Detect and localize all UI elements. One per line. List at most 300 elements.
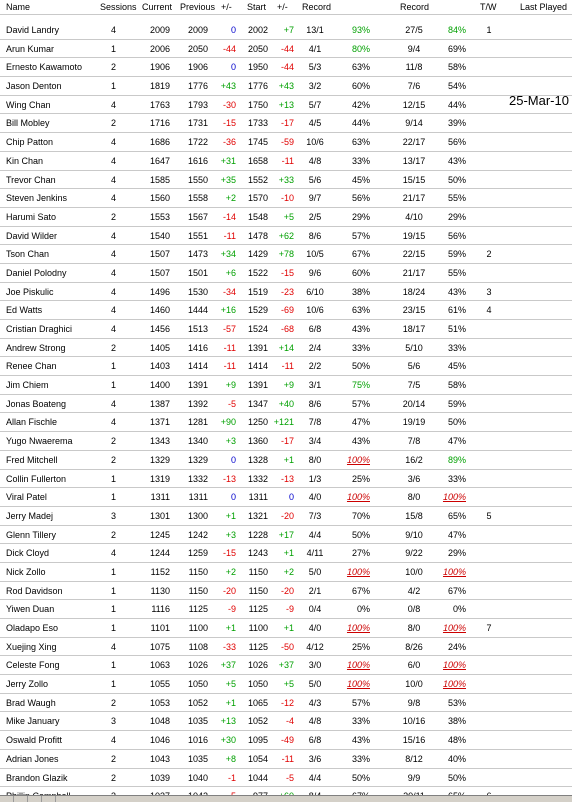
previous-rating-cell[interactable]: 1391	[187, 380, 208, 391]
record-cell[interactable]: 4/3	[308, 697, 322, 708]
rating-change-cell[interactable]: 0	[230, 454, 236, 465]
table-row[interactable]	[0, 413, 572, 432]
win-pct-cell[interactable]: 63%	[351, 137, 370, 148]
sessions-cell[interactable]: 2	[110, 454, 116, 465]
win-pct-cell[interactable]: 60%	[351, 267, 370, 278]
table-row[interactable]	[0, 638, 572, 657]
player-name-cell[interactable]: Jason Denton	[6, 81, 62, 92]
player-name-cell[interactable]: Jerry Zollo	[6, 679, 49, 690]
rating-change-cell[interactable]: -9	[227, 604, 236, 615]
change-since-start-cell[interactable]: -50	[280, 641, 294, 652]
table-row[interactable]	[0, 152, 572, 171]
record-cell[interactable]: 4/4	[308, 529, 322, 540]
table-row[interactable]	[0, 189, 572, 208]
win-pct-cell[interactable]: 33%	[351, 155, 370, 166]
header-record-overall[interactable]: Record	[400, 2, 430, 12]
overall-win-pct-cell[interactable]: 33%	[447, 342, 466, 353]
record-cell[interactable]: 9/6	[308, 267, 322, 278]
sessions-cell[interactable]: 2	[110, 118, 116, 129]
table-row[interactable]	[0, 77, 572, 96]
table-row[interactable]	[0, 432, 572, 451]
current-rating-cell[interactable]: 2006	[149, 43, 170, 54]
win-pct-cell[interactable]: 27%	[351, 548, 370, 559]
overall-record-cell[interactable]: 3/6	[407, 473, 421, 484]
sessions-cell[interactable]: 4	[110, 286, 116, 297]
current-rating-cell[interactable]: 1387	[149, 398, 170, 409]
change-since-start-cell[interactable]: +43	[278, 81, 294, 92]
start-rating-cell[interactable]: 1228	[247, 529, 268, 540]
overall-record-cell[interactable]: 15/8	[405, 510, 423, 521]
rating-change-cell[interactable]: +8	[225, 753, 236, 764]
table-row[interactable]	[0, 320, 572, 339]
change-since-start-cell[interactable]: -68	[280, 324, 294, 334]
table-row[interactable]	[0, 96, 572, 115]
overall-win-pct-cell[interactable]: 29%	[447, 548, 466, 559]
overall-record-cell[interactable]: 19/15	[402, 230, 426, 241]
current-rating-cell[interactable]: 1400	[149, 380, 170, 391]
previous-rating-cell[interactable]: 2050	[187, 43, 208, 54]
sessions-cell[interactable]: 4	[110, 267, 116, 278]
overall-win-pct-cell[interactable]: 69%	[447, 43, 466, 54]
change-since-start-cell[interactable]: -44	[280, 62, 294, 73]
current-rating-cell[interactable]: 1319	[149, 473, 170, 484]
rating-change-cell[interactable]: -15	[222, 548, 236, 559]
overall-record-cell[interactable]: 10/0	[405, 679, 423, 690]
start-rating-cell[interactable]: 1026	[247, 660, 268, 671]
table-row[interactable]	[0, 58, 572, 77]
previous-rating-cell[interactable]: 1906	[187, 62, 208, 73]
sessions-cell[interactable]: 4	[110, 193, 116, 204]
current-rating-cell[interactable]: 1403	[149, 361, 170, 372]
header-tw[interactable]: T/W	[480, 2, 497, 12]
overall-win-pct-cell[interactable]: 100%	[442, 566, 466, 577]
start-rating-cell[interactable]: 1391	[247, 380, 268, 391]
sessions-cell[interactable]: 4	[110, 155, 116, 166]
sessions-cell[interactable]: 2	[110, 211, 116, 222]
previous-rating-cell[interactable]: 1776	[187, 81, 208, 92]
start-rating-cell[interactable]: 1150	[248, 566, 268, 577]
start-rating-cell[interactable]: 1733	[247, 118, 268, 129]
overall-win-pct-cell[interactable]: 44%	[447, 99, 466, 110]
sessions-cell[interactable]: 3	[110, 510, 116, 521]
player-name-cell[interactable]: Nick Zollo	[6, 566, 46, 577]
player-name-cell[interactable]: Xuejing Xing	[6, 641, 57, 652]
previous-rating-cell[interactable]: 1550	[187, 174, 208, 185]
current-rating-cell[interactable]: 1371	[149, 417, 170, 428]
current-rating-cell[interactable]: 1116	[151, 604, 170, 615]
start-rating-cell[interactable]: 1243	[247, 548, 268, 559]
overall-win-pct-cell[interactable]: 100%	[442, 679, 466, 690]
win-pct-cell[interactable]: 33%	[351, 716, 370, 727]
start-rating-cell[interactable]: 1150	[248, 585, 268, 596]
change-since-start-cell[interactable]: +2	[283, 566, 294, 577]
player-name-cell[interactable]: Viral Patel	[6, 492, 47, 503]
start-rating-cell[interactable]: 1391	[247, 342, 268, 353]
record-cell[interactable]: 2/4	[308, 342, 322, 353]
change-since-start-cell[interactable]: +33	[278, 174, 294, 185]
header-last-played[interactable]: Last Played	[520, 2, 568, 12]
overall-win-pct-cell[interactable]: 50%	[447, 772, 466, 783]
overall-win-pct-cell[interactable]: 40%	[447, 753, 466, 764]
overall-record-cell[interactable]: 9/9	[407, 772, 421, 783]
current-rating-cell[interactable]: 1763	[149, 99, 170, 110]
overall-record-cell[interactable]: 4/10	[405, 211, 423, 222]
start-rating-cell[interactable]: 1328	[247, 454, 268, 465]
record-cell[interactable]: 4/5	[308, 118, 322, 129]
tw-cell[interactable]: 3	[486, 286, 492, 297]
previous-rating-cell[interactable]: 1392	[187, 398, 208, 409]
rating-change-cell[interactable]: -57	[222, 324, 236, 334]
start-rating-cell[interactable]: 1524	[247, 324, 268, 334]
record-cell[interactable]: 3/4	[308, 436, 322, 447]
overall-record-cell[interactable]: 9/8	[407, 697, 421, 708]
win-pct-cell[interactable]: 63%	[351, 305, 370, 316]
header-start[interactable]: Start	[247, 2, 267, 12]
record-cell[interactable]: 8/6	[308, 398, 322, 409]
rating-change-cell[interactable]: +3	[225, 436, 236, 447]
previous-rating-cell[interactable]: 1050	[187, 679, 208, 690]
start-rating-cell[interactable]: 2002	[247, 25, 268, 35]
table-row[interactable]	[0, 675, 572, 694]
overall-record-cell[interactable]: 9/22	[405, 548, 423, 559]
tw-cell[interactable]: 4	[486, 305, 492, 316]
overall-record-cell[interactable]: 10/16	[402, 716, 426, 727]
change-since-start-cell[interactable]: -4	[285, 716, 294, 727]
win-pct-cell[interactable]: 44%	[351, 118, 370, 129]
change-since-start-cell[interactable]: +5	[283, 679, 294, 690]
previous-rating-cell[interactable]: 1125	[188, 604, 208, 615]
change-since-start-cell[interactable]: +9	[283, 380, 294, 391]
overall-win-pct-cell[interactable]: 39%	[447, 118, 466, 129]
sessions-cell[interactable]: 1	[110, 380, 116, 391]
win-pct-cell[interactable]: 29%	[351, 211, 370, 222]
table-row[interactable]	[0, 245, 572, 264]
start-rating-cell[interactable]: 1054	[247, 753, 268, 764]
rating-change-cell[interactable]: -11	[223, 342, 236, 353]
previous-rating-cell[interactable]: 1340	[187, 436, 208, 447]
overall-win-pct-cell[interactable]: 38%	[447, 716, 466, 727]
start-rating-cell[interactable]: 1570	[247, 193, 268, 204]
previous-rating-cell[interactable]: 1332	[187, 473, 208, 484]
table-row[interactable]	[0, 264, 572, 283]
overall-record-cell[interactable]: 7/5	[407, 380, 421, 391]
change-since-start-cell[interactable]: +5	[283, 211, 294, 222]
record-cell[interactable]: 10/6	[306, 137, 324, 148]
record-cell[interactable]: 2/1	[308, 585, 322, 596]
overall-record-cell[interactable]: 23/15	[402, 305, 426, 316]
overall-record-cell[interactable]: 20/14	[402, 398, 426, 409]
table-row[interactable]	[0, 488, 572, 507]
overall-win-pct-cell[interactable]: 24%	[447, 641, 466, 652]
current-rating-cell[interactable]: 1553	[149, 211, 170, 222]
sessions-cell[interactable]: 2	[110, 753, 116, 764]
sessions-cell[interactable]: 1	[110, 566, 116, 577]
previous-rating-cell[interactable]: 1616	[187, 155, 208, 166]
player-name-cell[interactable]: Joe Piskulic	[6, 286, 54, 297]
start-rating-cell[interactable]: 1095	[247, 735, 268, 746]
win-pct-cell[interactable]: 43%	[351, 324, 370, 334]
win-pct-cell[interactable]: 43%	[351, 735, 370, 746]
rating-change-cell[interactable]: -20	[222, 585, 236, 596]
start-rating-cell[interactable]: 1044	[247, 772, 268, 783]
header-sessions[interactable]: Sessions	[100, 2, 137, 12]
win-pct-cell[interactable]: 50%	[351, 772, 370, 783]
player-name-cell[interactable]: Brandon Glazik	[6, 772, 68, 783]
record-cell[interactable]: 5/7	[308, 99, 322, 110]
win-pct-cell[interactable]: 67%	[351, 249, 370, 260]
player-name-cell[interactable]: Kin Chan	[6, 155, 44, 166]
sessions-cell[interactable]: 4	[110, 174, 116, 185]
sessions-cell[interactable]: 4	[110, 249, 116, 260]
record-cell[interactable]: 10/6	[306, 305, 324, 316]
change-since-start-cell[interactable]: -69	[280, 305, 294, 316]
overall-record-cell[interactable]: 9/10	[405, 529, 423, 540]
tw-cell[interactable]: 7	[486, 623, 492, 633]
sessions-cell[interactable]: 1	[110, 585, 116, 596]
start-rating-cell[interactable]: 1548	[247, 211, 268, 222]
record-cell[interactable]: 5/0	[308, 679, 322, 690]
win-pct-cell[interactable]: 33%	[351, 342, 370, 353]
overall-win-pct-cell[interactable]: 47%	[447, 436, 466, 447]
current-rating-cell[interactable]: 1456	[149, 324, 170, 334]
previous-rating-cell[interactable]: 1150	[188, 585, 208, 596]
previous-rating-cell[interactable]: 1473	[187, 249, 208, 260]
overall-record-cell[interactable]: 9/4	[407, 43, 421, 54]
previous-rating-cell[interactable]: 1108	[188, 641, 208, 652]
sessions-cell[interactable]: 3	[110, 716, 116, 727]
overall-win-pct-cell[interactable]: 0%	[452, 604, 466, 615]
change-since-start-cell[interactable]: -20	[280, 510, 294, 521]
rating-change-cell[interactable]: +30	[220, 735, 236, 746]
table-row[interactable]	[0, 750, 572, 769]
sessions-cell[interactable]: 1	[110, 660, 116, 671]
record-cell[interactable]: 13/1	[306, 25, 324, 35]
player-name-cell[interactable]: Jim Chiem	[6, 380, 49, 391]
previous-rating-cell[interactable]: 1300	[187, 510, 208, 521]
current-rating-cell[interactable]: 1585	[149, 174, 170, 185]
sessions-cell[interactable]: 1	[110, 679, 116, 690]
overall-win-pct-cell[interactable]: 59%	[447, 398, 466, 409]
change-since-start-cell[interactable]: +13	[278, 99, 294, 110]
current-rating-cell[interactable]: 1405	[149, 342, 170, 353]
change-since-start-cell[interactable]: +14	[278, 342, 294, 353]
rating-change-cell[interactable]: 0	[230, 25, 236, 35]
current-rating-cell[interactable]: 1686	[149, 137, 170, 148]
tw-cell[interactable]: 1	[486, 25, 492, 35]
current-rating-cell[interactable]: 1048	[149, 716, 170, 727]
record-cell[interactable]: 10/5	[306, 249, 324, 260]
record-cell[interactable]: 4/11	[306, 548, 324, 559]
sessions-cell[interactable]: 2	[110, 62, 116, 73]
player-name-cell[interactable]: Andrew Strong	[6, 342, 66, 353]
table-row[interactable]	[0, 769, 572, 788]
record-cell[interactable]: 4/12	[306, 641, 324, 652]
rating-change-cell[interactable]: +37	[220, 660, 236, 671]
record-cell[interactable]: 6/8	[308, 324, 322, 334]
start-rating-cell[interactable]: 1332	[247, 473, 268, 484]
win-pct-cell[interactable]: 47%	[351, 417, 370, 428]
player-name-cell[interactable]: Mike January	[6, 716, 60, 727]
start-rating-cell[interactable]: 1050	[247, 679, 268, 690]
player-name-cell[interactable]: Fred Mitchell	[6, 454, 58, 465]
overall-win-pct-cell[interactable]: 55%	[447, 193, 466, 204]
record-cell[interactable]: 4/1	[308, 43, 322, 54]
rating-change-cell[interactable]: -15	[222, 118, 236, 129]
change-since-start-cell[interactable]: -5	[285, 772, 294, 783]
overall-record-cell[interactable]: 22/17	[402, 137, 426, 148]
rating-change-cell[interactable]: +1	[225, 623, 236, 633]
current-rating-cell[interactable]: 1053	[149, 697, 170, 708]
record-cell[interactable]: 5/3	[308, 62, 322, 73]
table-row[interactable]	[0, 40, 572, 59]
change-since-start-cell[interactable]: +17	[278, 529, 294, 540]
current-rating-cell[interactable]: 1507	[149, 267, 170, 278]
win-pct-cell[interactable]: 100%	[346, 623, 370, 633]
win-pct-cell[interactable]: 75%	[351, 380, 370, 391]
rating-change-cell[interactable]: -1	[227, 772, 236, 783]
start-rating-cell[interactable]: 1658	[247, 155, 268, 166]
start-rating-cell[interactable]: 1311	[248, 492, 268, 503]
record-cell[interactable]: 4/0	[308, 623, 322, 633]
win-pct-cell[interactable]: 0%	[356, 604, 370, 615]
start-rating-cell[interactable]: 1347	[247, 398, 268, 409]
table-row[interactable]	[0, 526, 572, 545]
current-rating-cell[interactable]: 1343	[149, 436, 170, 447]
change-since-start-cell[interactable]: +1	[283, 548, 294, 559]
current-rating-cell[interactable]: 1101	[150, 623, 170, 633]
player-name-cell[interactable]: Dick Cloyd	[6, 548, 50, 559]
player-name-cell[interactable]: Renee Chan	[6, 361, 57, 372]
record-cell[interactable]: 4/8	[308, 155, 322, 166]
overall-win-pct-cell[interactable]: 59%	[447, 249, 466, 260]
current-rating-cell[interactable]: 1039	[149, 772, 170, 783]
overall-record-cell[interactable]: 21/17	[402, 267, 426, 278]
win-pct-cell[interactable]: 57%	[351, 230, 370, 241]
start-rating-cell[interactable]: 1052	[247, 716, 268, 727]
player-name-cell[interactable]: Bill Mobley	[6, 118, 50, 129]
previous-rating-cell[interactable]: 1722	[187, 137, 208, 148]
sessions-cell[interactable]: 2	[110, 529, 116, 540]
current-rating-cell[interactable]: 1046	[149, 735, 170, 746]
win-pct-cell[interactable]: 100%	[346, 454, 370, 465]
change-since-start-cell[interactable]: +121	[273, 417, 294, 428]
overall-win-pct-cell[interactable]: 100%	[442, 492, 466, 503]
win-pct-cell[interactable]: 57%	[351, 398, 370, 409]
rating-change-cell[interactable]: -5	[227, 398, 236, 409]
win-pct-cell[interactable]: 57%	[351, 697, 370, 708]
win-pct-cell[interactable]: 38%	[351, 286, 370, 297]
start-rating-cell[interactable]: 1125	[248, 604, 268, 615]
sessions-cell[interactable]: 1	[110, 81, 116, 92]
rating-change-cell[interactable]: -13	[222, 473, 236, 484]
overall-win-pct-cell[interactable]: 48%	[447, 735, 466, 746]
player-name-cell[interactable]: Tson Chan	[6, 249, 50, 260]
change-since-start-cell[interactable]: +40	[278, 398, 294, 409]
previous-rating-cell[interactable]: 1281	[187, 417, 208, 428]
overall-record-cell[interactable]: 12/15	[402, 99, 426, 110]
previous-rating-cell[interactable]: 1530	[187, 286, 208, 297]
table-row[interactable]	[0, 656, 572, 675]
win-pct-cell[interactable]: 25%	[351, 641, 370, 652]
overall-win-pct-cell[interactable]: 100%	[442, 660, 466, 671]
change-since-start-cell[interactable]: -11	[281, 753, 294, 764]
overall-win-pct-cell[interactable]: 50%	[447, 174, 466, 185]
player-name-cell[interactable]: Daniel Polodny	[6, 267, 67, 278]
header-current[interactable]: Current	[142, 2, 173, 12]
overall-record-cell[interactable]: 8/0	[407, 492, 421, 503]
player-name-cell[interactable]: Yugo Nwaerema	[6, 436, 73, 447]
start-rating-cell[interactable]: 1552	[247, 174, 268, 185]
overall-win-pct-cell[interactable]: 50%	[447, 417, 466, 428]
overall-record-cell[interactable]: 7/8	[407, 436, 421, 447]
header-change-since-start[interactable]: +/-	[277, 2, 288, 12]
current-rating-cell[interactable]: 1055	[149, 679, 170, 690]
overall-record-cell[interactable]: 9/14	[405, 118, 423, 129]
sessions-cell[interactable]: 4	[110, 99, 116, 110]
record-cell[interactable]: 3/2	[308, 81, 322, 92]
sessions-cell[interactable]: 4	[110, 417, 116, 428]
table-row[interactable]	[0, 731, 572, 750]
record-cell[interactable]: 4/8	[308, 716, 322, 727]
sessions-cell[interactable]: 2	[110, 697, 116, 708]
rating-change-cell[interactable]: +13	[220, 716, 236, 727]
record-cell[interactable]: 9/7	[308, 193, 322, 204]
overall-win-pct-cell[interactable]: 43%	[447, 286, 466, 297]
previous-rating-cell[interactable]: 1311	[188, 492, 208, 503]
table-row[interactable]	[0, 395, 572, 414]
overall-win-pct-cell[interactable]: 58%	[447, 380, 466, 391]
win-pct-cell[interactable]: 100%	[346, 492, 370, 503]
table-row[interactable]	[0, 544, 572, 563]
rating-change-cell[interactable]: +16	[220, 305, 236, 316]
record-cell[interactable]: 1/3	[308, 473, 322, 484]
overall-record-cell[interactable]: 8/12	[405, 753, 423, 764]
player-name-cell[interactable]: Ernesto Kawamoto	[6, 62, 83, 73]
previous-rating-cell[interactable]: 1035	[187, 716, 208, 727]
change-since-start-cell[interactable]: -11	[281, 155, 294, 166]
player-name-cell[interactable]: Ed Watts	[6, 305, 43, 316]
player-name-cell[interactable]: David Landry	[6, 25, 60, 35]
current-rating-cell[interactable]: 1716	[149, 118, 170, 129]
overall-win-pct-cell[interactable]: 51%	[447, 324, 466, 334]
overall-win-pct-cell[interactable]: 58%	[447, 62, 466, 73]
change-since-start-cell[interactable]: +78	[278, 249, 294, 260]
sessions-cell[interactable]: 4	[110, 25, 116, 35]
tw-cell[interactable]: 5	[486, 510, 492, 521]
previous-rating-cell[interactable]: 1242	[187, 529, 208, 540]
current-rating-cell[interactable]: 1043	[149, 753, 170, 764]
overall-record-cell[interactable]: 8/0	[407, 623, 421, 633]
previous-rating-cell[interactable]: 1035	[187, 753, 208, 764]
overall-record-cell[interactable]: 10/0	[405, 566, 423, 577]
player-name-cell[interactable]: Chip Patton	[6, 137, 54, 148]
rating-change-cell[interactable]: -30	[222, 99, 236, 110]
table-row[interactable]	[0, 376, 572, 395]
start-rating-cell[interactable]: 1065	[247, 697, 268, 708]
overall-win-pct-cell[interactable]: 33%	[447, 473, 466, 484]
player-name-cell[interactable]: Oladapo Eso	[6, 623, 59, 633]
previous-rating-cell[interactable]: 1731	[187, 118, 208, 129]
current-rating-cell[interactable]: 1496	[149, 286, 170, 297]
previous-rating-cell[interactable]: 1551	[187, 230, 208, 241]
change-since-start-cell[interactable]: -44	[280, 43, 294, 54]
rating-change-cell[interactable]: +3	[225, 529, 236, 540]
table-row[interactable]	[0, 563, 572, 582]
previous-rating-cell[interactable]: 1513	[187, 324, 208, 334]
current-rating-cell[interactable]: 1819	[149, 81, 170, 92]
record-cell[interactable]: 2/2	[308, 361, 322, 372]
overall-win-pct-cell[interactable]: 56%	[447, 137, 466, 148]
